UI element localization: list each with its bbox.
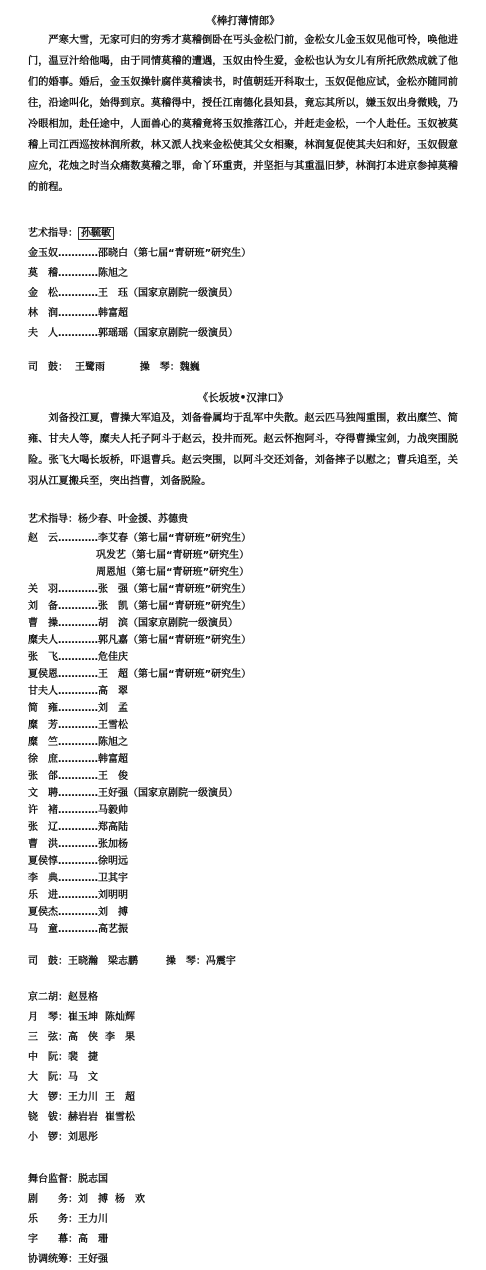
orchestra-line: 小 锣：刘思彤	[28, 1132, 98, 1143]
art-director-label: 艺术指导：	[28, 228, 78, 239]
play2-title: 《长坂坡•汉津口》	[197, 392, 289, 404]
play2-band: 司 鼓：王晓瀚 梁志鹏 操 琴：冯震宇	[28, 956, 236, 967]
cast-line: 张 辽…………郑高陆	[28, 822, 128, 833]
staff-line: 协调统筹：王好强	[28, 1254, 108, 1265]
play2-cast-list	[28, 581, 458, 938]
play2-summary: 刘备投江夏，曹操大军追及，刘备眷属均于乱军中失散。赵云匹马独闯重围，救出糜竺、简雍、甘夫人等，糜夫人托子阿斗于赵云，投井而死。赵云怀抱阿斗，夺得曹操宝剑，力战突围脱险。张飞大喝长坂桥，吓退曹兵。赵云突围，以阿斗交还刘备，刘备摔子以慰之；曹兵追至，关羽从江夏搬兵至，突出挡曹，刘备脱险。	[28, 413, 458, 487]
cast-line: 夏侯杰…………刘 搏	[28, 907, 128, 918]
staff-line: 舞台监督：脱志国	[28, 1174, 108, 1185]
orchestra-line: 京二胡：赵昱格	[28, 992, 98, 1003]
orchestra-line: 月 琴：崔玉坤 陈灿辉	[28, 1012, 135, 1023]
cast-line: 曹 洪…………张加杨	[28, 839, 128, 850]
cast-line: 林 润…………韩富超	[28, 308, 128, 319]
cast-line: 金 松…………王 珏（国家京剧院一级演员）	[28, 288, 238, 299]
cast-line: 张 飞…………危佳庆	[28, 652, 128, 663]
orchestra-line: 大 阮：马 文	[28, 1072, 98, 1083]
cast-line: 夫 人…………郭瑶瑶（国家京剧院一级演员）	[28, 328, 238, 339]
cast-line: 徐 庶…………韩富超	[28, 754, 128, 765]
orchestra-line: 大 锣：王力川 王 超	[28, 1092, 135, 1103]
staff-line: 乐 务：王力川	[28, 1214, 108, 1225]
cast-line: 莫 稽…………陈旭之	[28, 268, 128, 279]
staff-list	[28, 1170, 458, 1270]
cast-line: 李 典…………卫其宇	[28, 873, 128, 884]
orchestra-line: 铙 钹：赫岩岩 崔雪松	[28, 1112, 135, 1123]
play1-band: 司 鼓： 王鹭雨 操 琴：魏巍	[28, 362, 200, 373]
play2-art-directors: 艺术指导：杨少春、叶金援、苏德贵	[28, 514, 188, 525]
cast-line: 夏侯恩…………王 超（第七届“青研班”研究生）	[28, 669, 252, 680]
art-director-name: 孙毓敏	[78, 227, 114, 240]
cast-line: 糜 芳…………王雪松	[28, 720, 128, 731]
cast-line: 糜夫人…………郭凡嘉（第七届“青研班”研究生）	[28, 635, 252, 646]
cast-line: 乐 进…………刘明明	[28, 890, 128, 901]
cast-line: 赵 云…………李艾春（第七届“青研班”研究生）	[28, 533, 252, 544]
cast-line: 关 羽…………张 强（第七届“青研班”研究生）	[28, 584, 252, 595]
orchestra-list	[28, 988, 458, 1148]
cast-line: 巩发艺（第七届“青研班”研究生）	[96, 550, 250, 561]
cast-line: 夏侯惇…………徐明远	[28, 856, 128, 867]
cast-line: 简 雍…………刘 孟	[28, 703, 128, 714]
staff-line: 剧 务：刘 搏 杨 欢	[28, 1194, 145, 1205]
cast-line: 许 褚…………马毅帅	[28, 805, 128, 816]
orchestra-line: 中 阮：裴 捷	[28, 1052, 98, 1063]
cast-line: 甘夫人…………高 翠	[28, 686, 128, 697]
cast-line: 马 童…………高艺振	[28, 924, 128, 935]
staff-line: 字 幕：高 珊	[28, 1234, 108, 1245]
orchestra-line: 三 弦：高 侠 李 果	[28, 1032, 135, 1043]
play1-title: 《棒打薄情郎》	[206, 15, 280, 27]
play1-art-director	[28, 224, 458, 244]
cast-line: 金玉奴…………邵晓白（第七届“青研班”研究生）	[28, 248, 252, 259]
play1-summary: 严寒大雪，无家可归的穷秀才莫稽倒卧在丐头金松门前，金松女儿金玉奴见他可怜，唤他进门，温豆汁给他喝，由于同情莫稽的遭遇，玉奴由怜生爱，金松也认为女儿有所托欣然成就了他们的婚事。婚后，金玉奴操针腐伴莫稽读书，时值朝廷开科取士，玉奴促他应试，金松亦随同前往，沿途叫化，始得到京。莫稽得中，授任江南德化县知县，竟忘其所以，嫌玉奴出身微贱，乃冷眼相加，赴任途中，人面兽心的莫稽竟将玉奴推落江心，并赶走金松，一个人赴任。玉奴被莫稽上司江西巡按林润所救，林又派人找来金松使其父女相聚，林润复促使其夫妇和好，玉奴假意应允，花烛之时当众痛数莫稽之罪，命丫环重责，并坚拒与其重温旧梦，林润打本进京参掉莫稽的前程。	[28, 35, 458, 193]
cast-line: 糜 竺…………陈旭之	[28, 737, 128, 748]
cast-line: 曹 操…………胡 滨（国家京剧院一级演员）	[28, 618, 238, 629]
cast-line: 文 聘…………王好强（国家京剧院一级演员）	[28, 788, 238, 799]
cast-line: 周恩旭（第七届“青研班”研究生）	[96, 567, 250, 578]
cast-line: 张 郃…………王 俊	[28, 771, 128, 782]
cast-line: 刘 备…………张 凯（第七届“青研班”研究生）	[28, 601, 252, 612]
